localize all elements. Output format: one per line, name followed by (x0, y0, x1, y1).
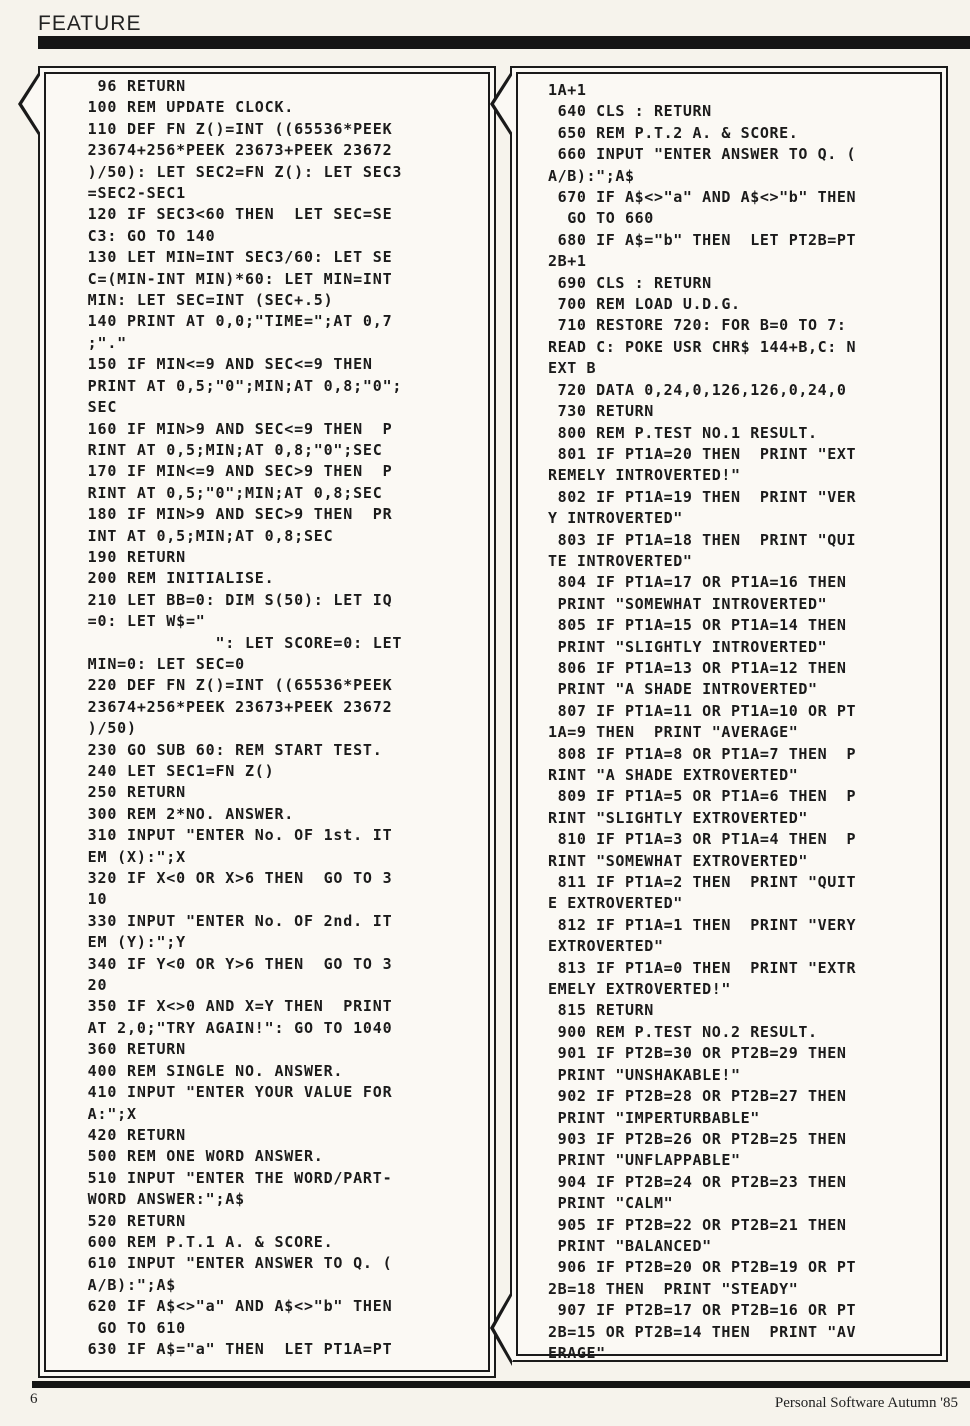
code-line: 610 INPUT "ENTER ANSWER TO Q. ( (68, 1254, 393, 1273)
code-line: 815 RETURN (548, 1001, 654, 1020)
code-line: A/B):";A$ (548, 166, 635, 185)
code-line: PRINT "CALM" (548, 1194, 674, 1213)
code-line: RINT AT 0,5;MIN;AT 0,8;"0";SEC (68, 440, 383, 459)
code-line: PRINT "UNFLAPPABLE" (548, 1151, 741, 1170)
code-line: 803 IF PT1A=18 THEN PRINT "QUI (548, 530, 857, 549)
code-line: 250 RETURN (68, 783, 186, 802)
code-line: PRINT "SOMEWHAT INTROVERTED" (548, 594, 828, 613)
code-line: 420 RETURN (68, 1125, 186, 1144)
code-line: EM (X):";X (68, 847, 186, 866)
code-line: 96 RETURN (68, 77, 186, 95)
right-code-listing (548, 80, 856, 1364)
code-line: EXTROVERTED" (548, 937, 664, 956)
code-line: 410 INPUT "ENTER YOUR VALUE FOR (68, 1083, 393, 1102)
code-line: RINT "SOMEWHAT EXTROVERTED" (548, 851, 809, 870)
code-line: WORD ANSWER:";A$ (68, 1190, 245, 1209)
top-rule (38, 36, 970, 49)
code-line: EM (Y):";Y (68, 933, 186, 952)
code-line: ": LET SCORE=0: LET (68, 633, 403, 652)
code-line: 400 REM SINGLE NO. ANSWER. (68, 1061, 344, 1080)
code-line: 906 IF PT2B=20 OR PT2B=19 OR PT (548, 1258, 857, 1277)
code-line: 808 IF PT1A=8 OR PT1A=7 THEN P (548, 744, 857, 763)
code-line: 901 IF PT2B=30 OR PT2B=29 THEN (548, 1044, 847, 1063)
code-line: 807 IF PT1A=11 OR PT1A=10 OR PT (548, 701, 857, 720)
code-line: RINT AT 0,5;"0";MIN;AT 0,8;SEC (68, 483, 383, 502)
code-line: ;"." (68, 333, 127, 352)
code-line: 220 DEF FN Z()=INT ((65536*PEEK (68, 676, 393, 695)
code-line: =SEC2-SEC1 (68, 184, 186, 203)
code-line: A:";X (68, 1104, 137, 1123)
code-line: =0: LET W$=" (68, 612, 206, 631)
code-line: 813 IF PT1A=0 THEN PRINT "EXTR (548, 958, 857, 977)
code-line: EXT B (548, 359, 597, 378)
code-line: 170 IF MIN<=9 AND SEC>9 THEN P (68, 462, 393, 481)
code-line: PRINT "A SHADE INTROVERTED" (548, 680, 818, 699)
code-line: 23674+256*PEEK 23673+PEEK 23672 (68, 141, 393, 160)
section-label: FEATURE (38, 12, 142, 35)
code-line: 902 IF PT2B=28 OR PT2B=27 THEN (548, 1087, 847, 1106)
code-line: 510 INPUT "ENTER THE WORD/PART- (68, 1168, 393, 1187)
code-line: 700 REM LOAD U.D.G. (548, 295, 741, 314)
code-line: 640 CLS : RETURN (548, 102, 712, 121)
code-line: C3: GO TO 140 (68, 226, 216, 245)
code-line: INT AT 0,5;MIN;AT 0,8;SEC (68, 526, 334, 545)
code-line: 903 IF PT2B=26 OR PT2B=25 THEN (548, 1129, 847, 1148)
code-line: TE INTROVERTED" (548, 551, 693, 570)
code-line: 801 IF PT1A=20 THEN PRINT "EXT (548, 444, 857, 463)
code-line: 805 IF PT1A=15 OR PT1A=14 THEN (548, 616, 847, 635)
code-line: 160 IF MIN>9 AND SEC<=9 THEN P (68, 419, 393, 438)
code-line: 1A=9 THEN PRINT "AVERAGE" (548, 723, 799, 742)
code-line: 360 RETURN (68, 1040, 186, 1059)
code-line: A/B):";A$ (68, 1275, 177, 1294)
code-line: )/50) (68, 719, 137, 738)
code-line: 630 IF A$="a" THEN LET PT1A=PT (68, 1339, 393, 1358)
code-line: MIN: LET SEC=INT (SEC+.5) (68, 291, 334, 310)
left-panel-pointer-fill (22, 74, 41, 134)
code-line: 120 IF SEC3<60 THEN LET SEC=SE (68, 205, 393, 224)
code-line: 620 IF A$<>"a" AND A$<>"b" THEN (68, 1297, 393, 1316)
code-line: 730 RETURN (548, 402, 654, 421)
code-line: 520 RETURN (68, 1211, 186, 1230)
code-line: GO TO 660 (548, 209, 654, 228)
code-line: 10 (68, 890, 108, 909)
code-line: 500 REM ONE WORD ANSWER. (68, 1147, 324, 1166)
code-line: 804 IF PT1A=17 OR PT1A=16 THEN (548, 573, 847, 592)
code-line: 800 REM P.TEST NO.1 RESULT. (548, 423, 818, 442)
code-line: E EXTROVERTED" (548, 894, 683, 913)
code-line: GO TO 610 (68, 1318, 186, 1337)
code-line: 130 LET MIN=INT SEC3/60: LET SE (68, 248, 393, 267)
code-line: 680 IF A$="b" THEN LET PT2B=PT (548, 230, 857, 249)
continuation-pointer-fill (494, 1294, 513, 1362)
code-line: REMELY INTROVERTED!" (548, 466, 741, 485)
code-line: )/50): LET SEC2=FN Z(): LET SEC3 (68, 162, 403, 181)
code-line: 140 PRINT AT 0,0;"TIME=";AT 0,7 (68, 312, 393, 331)
code-line: 710 RESTORE 720: FOR B=0 TO 7: (548, 316, 847, 335)
code-line: 310 INPUT "ENTER No. OF 1st. IT (68, 826, 393, 845)
code-line: EMELY EXTROVERTED!" (548, 980, 731, 999)
code-line: 150 IF MIN<=9 AND SEC<=9 THEN (68, 355, 373, 374)
code-line: RINT "A SHADE EXTROVERTED" (548, 766, 799, 784)
code-line: 110 DEF FN Z()=INT ((65536*PEEK (68, 119, 393, 138)
code-line: 230 GO SUB 60: REM START TEST. (68, 740, 383, 759)
code-line: 810 IF PT1A=3 OR PT1A=4 THEN P (548, 830, 857, 849)
code-line: PRINT "UNSHAKABLE!" (548, 1065, 741, 1084)
bottom-rule (32, 1381, 970, 1388)
code-line: RINT "SLIGHTLY EXTROVERTED" (548, 808, 809, 827)
code-line: Y INTROVERTED" (548, 509, 683, 528)
code-line: 210 LET BB=0: DIM S(50): LET IQ (68, 590, 393, 609)
code-line: 904 IF PT2B=24 OR PT2B=23 THEN (548, 1172, 847, 1191)
code-line: PRINT AT 0,5;"0";MIN;AT 0,8;"0"; (68, 376, 403, 395)
code-line: 100 REM UPDATE CLOCK. (68, 98, 295, 117)
code-line: 300 REM 2*NO. ANSWER. (68, 804, 295, 823)
code-line: PRINT "IMPERTURBABLE" (548, 1108, 760, 1127)
code-line: C=(MIN-INT MIN)*60: LET MIN=INT (68, 269, 393, 288)
code-line: 650 REM P.T.2 A. & SCORE. (548, 123, 799, 142)
page-number: 6 (30, 1391, 38, 1407)
left-code-listing (68, 76, 402, 1360)
publication-footer: Personal Software Autumn '85 (774, 1395, 958, 1411)
code-line: 907 IF PT2B=17 OR PT2B=16 OR PT (548, 1301, 857, 1320)
code-line: 240 LET SEC1=FN Z() (68, 762, 275, 780)
code-line: 900 REM P.TEST NO.2 RESULT. (548, 1022, 818, 1041)
code-line: 1A+1 (548, 81, 587, 99)
code-line: 806 IF PT1A=13 OR PT1A=12 THEN (548, 658, 847, 677)
code-line: 690 CLS : RETURN (548, 273, 712, 292)
code-line: 809 IF PT1A=5 OR PT1A=6 THEN P (548, 787, 857, 806)
code-line: 600 REM P.T.1 A. & SCORE. (68, 1232, 334, 1251)
code-line: 720 DATA 0,24,0,126,126,0,24,0 (548, 380, 847, 399)
code-line: 2B+1 (548, 252, 587, 271)
right-panel-pointer-fill (494, 74, 513, 134)
code-line: 330 INPUT "ENTER No. OF 2nd. IT (68, 911, 393, 930)
code-line: SEC (68, 398, 118, 417)
code-line: 23674+256*PEEK 23673+PEEK 23672 (68, 697, 393, 716)
code-line: 350 IF X<>0 AND X=Y THEN PRINT (68, 997, 393, 1016)
code-line: 905 IF PT2B=22 OR PT2B=21 THEN (548, 1215, 847, 1234)
code-line: 200 REM INITIALISE. (68, 569, 275, 588)
code-line: 2B=15 OR PT2B=14 THEN PRINT "AV (548, 1322, 857, 1341)
code-line: 2B=18 THEN PRINT "STEADY" (548, 1279, 799, 1298)
code-line: 320 IF X<0 OR X>6 THEN GO TO 3 (68, 869, 393, 888)
code-line: READ C: POKE USR CHR$ 144+B,C: N (548, 337, 857, 356)
code-line: 802 IF PT1A=19 THEN PRINT "VER (548, 487, 857, 506)
code-line: PRINT "BALANCED" (548, 1236, 712, 1255)
code-line: 670 IF A$<>"a" AND A$<>"b" THEN (548, 188, 857, 207)
code-line: ERAGE" (548, 1343, 606, 1362)
code-line: 811 IF PT1A=2 THEN PRINT "QUIT (548, 873, 857, 892)
code-line: 340 IF Y<0 OR Y>6 THEN GO TO 3 (68, 954, 393, 973)
code-line: 190 RETURN (68, 547, 186, 566)
code-line: 812 IF PT1A=1 THEN PRINT "VERY (548, 915, 857, 934)
code-line: 20 (68, 976, 108, 995)
code-line: 660 INPUT "ENTER ANSWER TO Q. ( (548, 145, 857, 164)
code-line: AT 2,0;"TRY AGAIN!": GO TO 1040 (68, 1018, 393, 1037)
code-line: PRINT "SLIGHTLY INTROVERTED" (548, 637, 828, 656)
code-line: 180 IF MIN>9 AND SEC>9 THEN PR (68, 505, 393, 524)
code-line: MIN=0: LET SEC=0 (68, 654, 245, 673)
